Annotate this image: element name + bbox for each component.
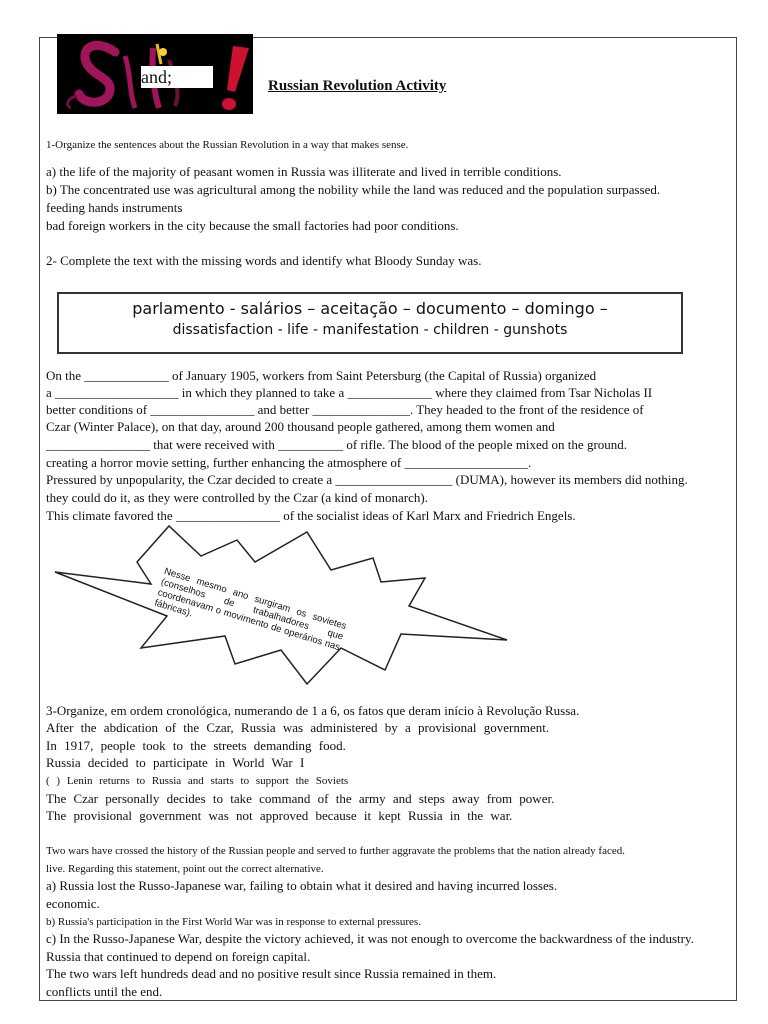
q3-item: The provisional government was not approved because it kept Russia in the war. — [46, 808, 513, 823]
q3-item: After the abdication of the Czar, Russia was administered by a provisional government. — [46, 720, 550, 735]
q3-item: The Czar personally decides to take command of the army and steps away from power. — [46, 791, 555, 806]
q4-line: economic. — [46, 896, 100, 911]
q2-text-line: ________________ that were received with __________ of rifle. The blood of the people mixed on the ground. — [46, 437, 628, 452]
q1-line: b) The concentrated use was agricultural among the nobility while the land was reduced and the population surpassed. — [46, 182, 661, 197]
q3-item: ( ) Lenin returns to Russia and starts to support the Soviets — [46, 775, 349, 787]
q1-line: feeding hands instruments — [46, 200, 183, 215]
page-title: Russian Revolution Activity — [268, 78, 447, 94]
q1-line: a) the life of the majority of peasant women in Russia was illiterate and lived in terrible conditions. — [46, 164, 562, 179]
q1-line: bad foreign workers in the city because the small factories had poor conditions. — [46, 218, 459, 233]
q4-line: Two wars have crossed the history of the Russian people and served to further aggravate the problems that the nation already faced. — [46, 845, 625, 857]
q4-line: live. Regarding this statement, point out the correct alternative. — [46, 863, 324, 875]
q4-line: Russia that continued to depend on foreign capital. — [46, 949, 311, 964]
callout-text: Nesse mesmo ano surgiram os sovietes (conselhos de trabalhadores que coordenavam o movimento de operários nas fábricas). — [153, 566, 348, 654]
word-bank-line: dissatisfaction - life - manifestation - children - gunshots — [172, 322, 568, 338]
q2-text-line: they could do it, as they were controlled by the Czar (a kind of monarch). — [46, 490, 428, 505]
q1-prompt: 1-Organize the sentences about the Russian Revolution in a way that makes sense. — [46, 139, 409, 151]
q2-prompt: 2- Complete the text with the missing words and identify what Bloody Sunday was. — [46, 253, 482, 268]
q3-item: In 1917, people took to the streets demanding food. — [46, 738, 346, 753]
q4-line: The two wars left hundreds dead and no positive result since Russia remained in them. — [46, 966, 497, 981]
q2-text-line: This climate favored the ________________ of the socialist ideas of Karl Marx and Friedrich Engels. — [46, 508, 576, 523]
q2-text-line: creating a horror movie setting, further enhancing the atmosphere of ___________________. — [46, 455, 532, 470]
q2-text-line: Czar (Winter Palace), on that day, around 200 thousand people gathered, among them women and — [46, 419, 555, 434]
q4-line: a) Russia lost the Russo-Japanese war, failing to obtain what it desired and having incurred losses. — [46, 878, 558, 893]
q4-line: c) In the Russo-Japanese War, despite the victory achieved, it was not enough to overcome the backwardness of the industry. — [46, 931, 694, 946]
logo-text: and; — [141, 67, 172, 87]
word-bank-box — [57, 292, 683, 354]
q3-item: Russia decided to participate in World War I — [46, 755, 305, 770]
q2-text-line: better conditions of ________________ and better _______________. They headed to the front of the residence of — [46, 402, 644, 417]
q2-text-line: Pressured by unpopularity, the Czar decided to create a __________________ (DUMA), however its members did nothing. — [46, 472, 688, 487]
q2-text-line: On the _____________ of January 1905, workers from Saint Petersburg (the Capital of Russia) organized — [46, 368, 597, 383]
logo — [57, 34, 253, 114]
q4-line: b) Russia's participation in the First World War was in response to external pressures. — [46, 916, 421, 928]
word-bank-line: parlamento - salários – aceitação – documento – domingo – — [132, 299, 608, 318]
q2-text-line: a ___________________ in which they planned to take a _____________ where they claimed from Tsar Nicholas II — [46, 385, 653, 400]
q4-line: conflicts until the end. — [46, 984, 163, 999]
q3-prompt: 3-Organize, em ordem cronológica, numerando de 1 a 6, os fatos que deram início à Revolução Russa. — [46, 703, 580, 718]
